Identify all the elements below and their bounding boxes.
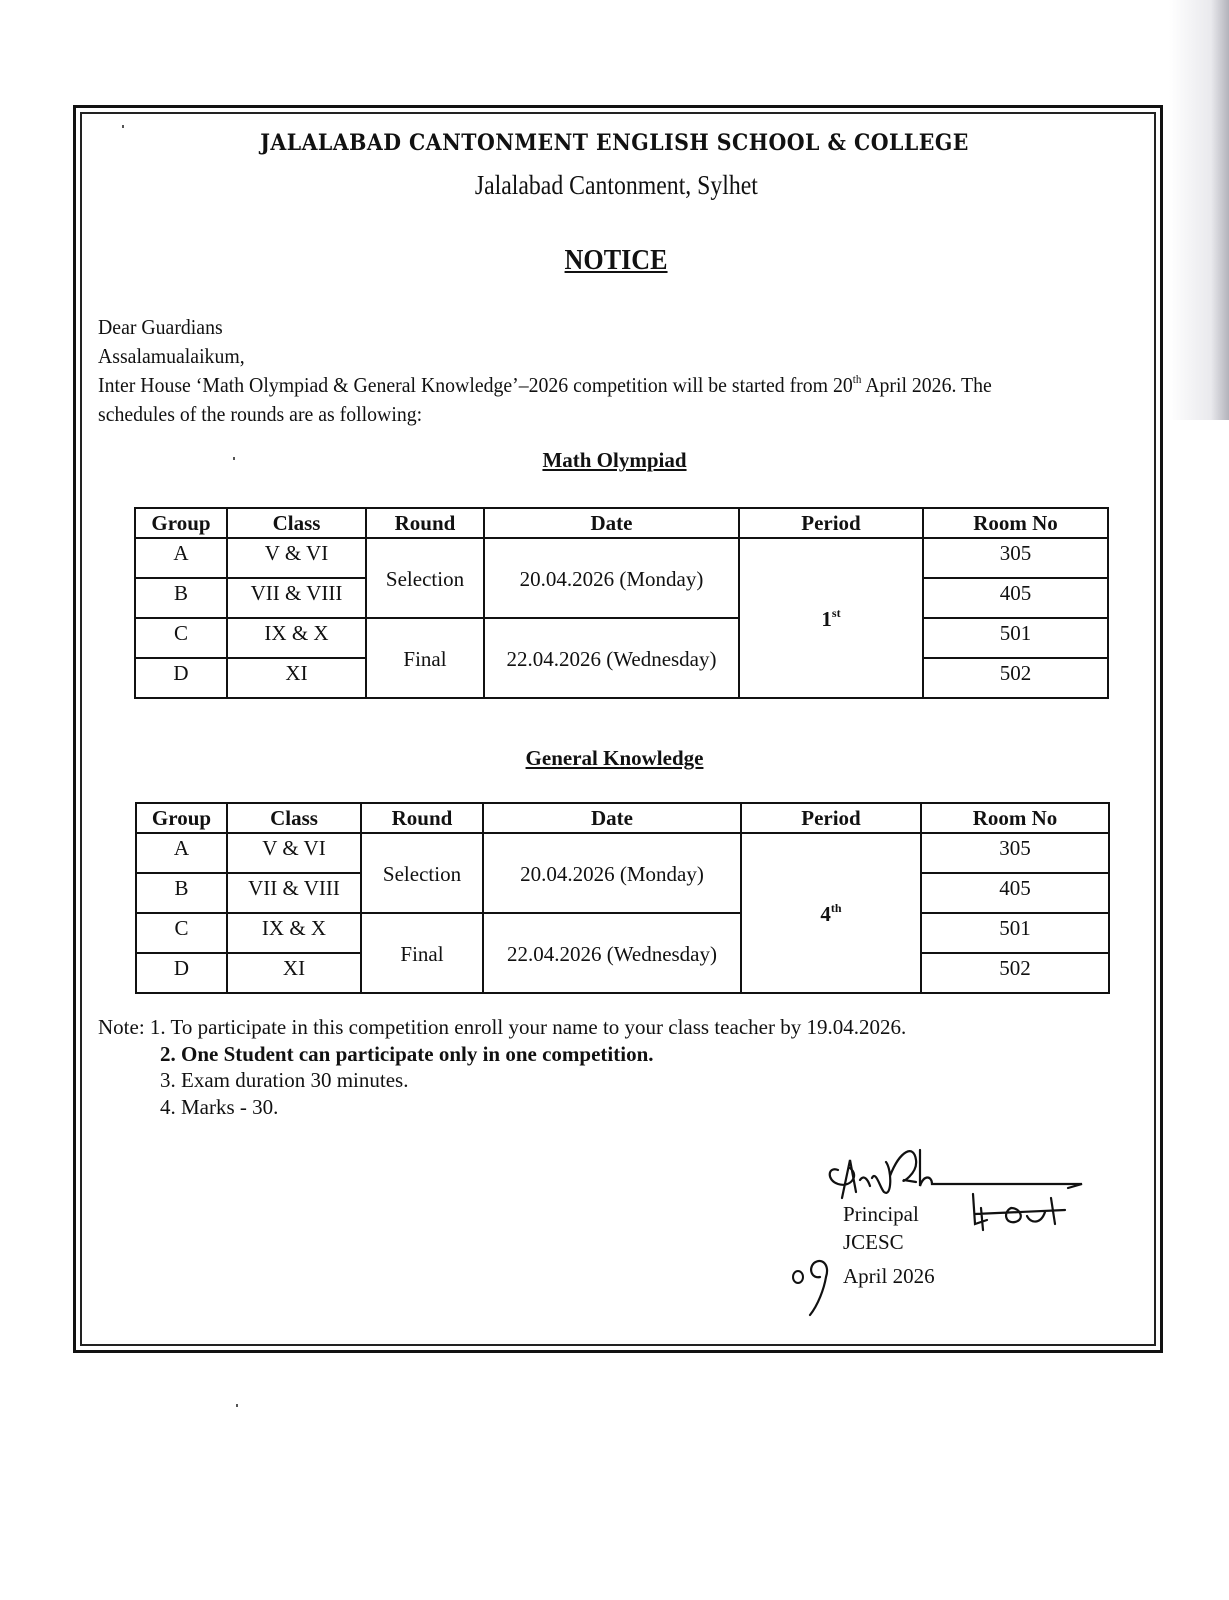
header-group: Group: [135, 508, 227, 538]
period-suffix: st: [831, 605, 841, 620]
announcement-text: Inter House ‘Math Olympiad & General Knowledge’–2026 competition will be started from 20: [98, 373, 853, 397]
date-cell: 20.04.2026 (Monday): [483, 833, 741, 913]
group-cell: C: [136, 913, 227, 953]
signature-date: April 2026: [843, 1264, 935, 1288]
notes-section: [98, 1014, 906, 1120]
letter-body: [98, 313, 1148, 429]
room-cell: 405: [923, 578, 1108, 618]
handwritten-initials: [965, 1190, 1075, 1240]
room-cell: 405: [921, 873, 1109, 913]
school-name: JALALABAD CANTONMENT ENGLISH SCHOOL & COLLEGE: [260, 130, 969, 156]
period-number: 1: [821, 606, 832, 631]
period-number: 4: [820, 901, 831, 926]
signatory-title: Principal: [843, 1202, 919, 1226]
room-cell: 502: [921, 953, 1109, 993]
period-cell: [741, 833, 921, 993]
group-cell: A: [135, 538, 227, 578]
table-row: [136, 913, 1109, 953]
greeting: Assalamualaikum,: [98, 344, 245, 368]
header-date: Date: [483, 803, 741, 833]
math-olympiad-table: [134, 507, 1109, 699]
page-edge-shadow: [1169, 0, 1229, 420]
header-class: Class: [227, 803, 361, 833]
math-olympiad-title: Math Olympiad: [542, 448, 687, 472]
round-cell: Final: [366, 618, 484, 698]
announcement-text-end: April 2026. The: [861, 373, 992, 397]
speck: [122, 125, 124, 128]
round-cell: Selection: [361, 833, 483, 913]
table-row: [136, 833, 1109, 873]
table-header-row: [135, 508, 1108, 538]
group-cell: C: [135, 618, 227, 658]
header-round: Round: [361, 803, 483, 833]
period-cell: [739, 538, 923, 698]
header-group: Group: [136, 803, 227, 833]
class-cell: VII & VIII: [227, 873, 361, 913]
header-class: Class: [227, 508, 366, 538]
announcement-line-2: schedules of the rounds are as following:: [98, 402, 423, 426]
school-location: Jalalabad Cantonment, Sylhet: [474, 170, 758, 200]
class-cell: IX & X: [227, 913, 361, 953]
class-cell: XI: [227, 658, 366, 698]
table-header-row: [136, 803, 1109, 833]
salutation: Dear Guardians: [98, 315, 223, 339]
header-period: Period: [741, 803, 921, 833]
class-cell: XI: [227, 953, 361, 993]
ordinal-suffix: th: [852, 372, 862, 386]
class-cell: VII & VIII: [227, 578, 366, 618]
room-cell: 305: [923, 538, 1108, 578]
group-cell: D: [135, 658, 227, 698]
class-cell: V & VI: [227, 833, 361, 873]
table-row: [135, 618, 1108, 658]
class-cell: IX & X: [227, 618, 366, 658]
note-item: [98, 1014, 906, 1041]
header-round: Round: [366, 508, 484, 538]
header-room: Room No: [921, 803, 1109, 833]
announcement-line: [98, 371, 1064, 400]
group-cell: A: [136, 833, 227, 873]
signature-block: [843, 1200, 935, 1290]
header-date: Date: [484, 508, 739, 538]
group-cell: B: [136, 873, 227, 913]
date-cell: 22.04.2026 (Wednesday): [484, 618, 739, 698]
table-row: [135, 538, 1108, 578]
note-item: 4. Marks - 30.: [160, 1094, 279, 1119]
date-cell: 22.04.2026 (Wednesday): [483, 913, 741, 993]
signatory-institution: JCESC: [843, 1230, 904, 1254]
note-item: 2. One Student can participate only in one competition.: [160, 1041, 654, 1066]
general-knowledge-title: General Knowledge: [525, 746, 704, 770]
period-suffix: th: [830, 900, 842, 915]
room-cell: 502: [923, 658, 1108, 698]
round-cell: Selection: [366, 538, 484, 618]
class-cell: V & VI: [227, 538, 366, 578]
general-knowledge-table: [135, 802, 1110, 994]
notice-title: NOTICE: [564, 244, 668, 276]
round-cell: Final: [361, 913, 483, 993]
note-item: 3. Exam duration 30 minutes.: [160, 1068, 409, 1092]
header-room: Room No: [923, 508, 1108, 538]
date-cell: 20.04.2026 (Monday): [484, 538, 739, 618]
note-text: 1. To participate in this competition enroll your name to your class teacher by 19.04.2026.: [149, 1015, 907, 1039]
speck: [236, 1404, 238, 1407]
room-cell: 501: [923, 618, 1108, 658]
header-period: Period: [739, 508, 923, 538]
notes-label: Note:: [98, 1015, 145, 1039]
group-cell: D: [136, 953, 227, 993]
handwritten-day: [790, 1255, 840, 1325]
room-cell: 305: [921, 833, 1109, 873]
room-cell: 501: [921, 913, 1109, 953]
group-cell: B: [135, 578, 227, 618]
